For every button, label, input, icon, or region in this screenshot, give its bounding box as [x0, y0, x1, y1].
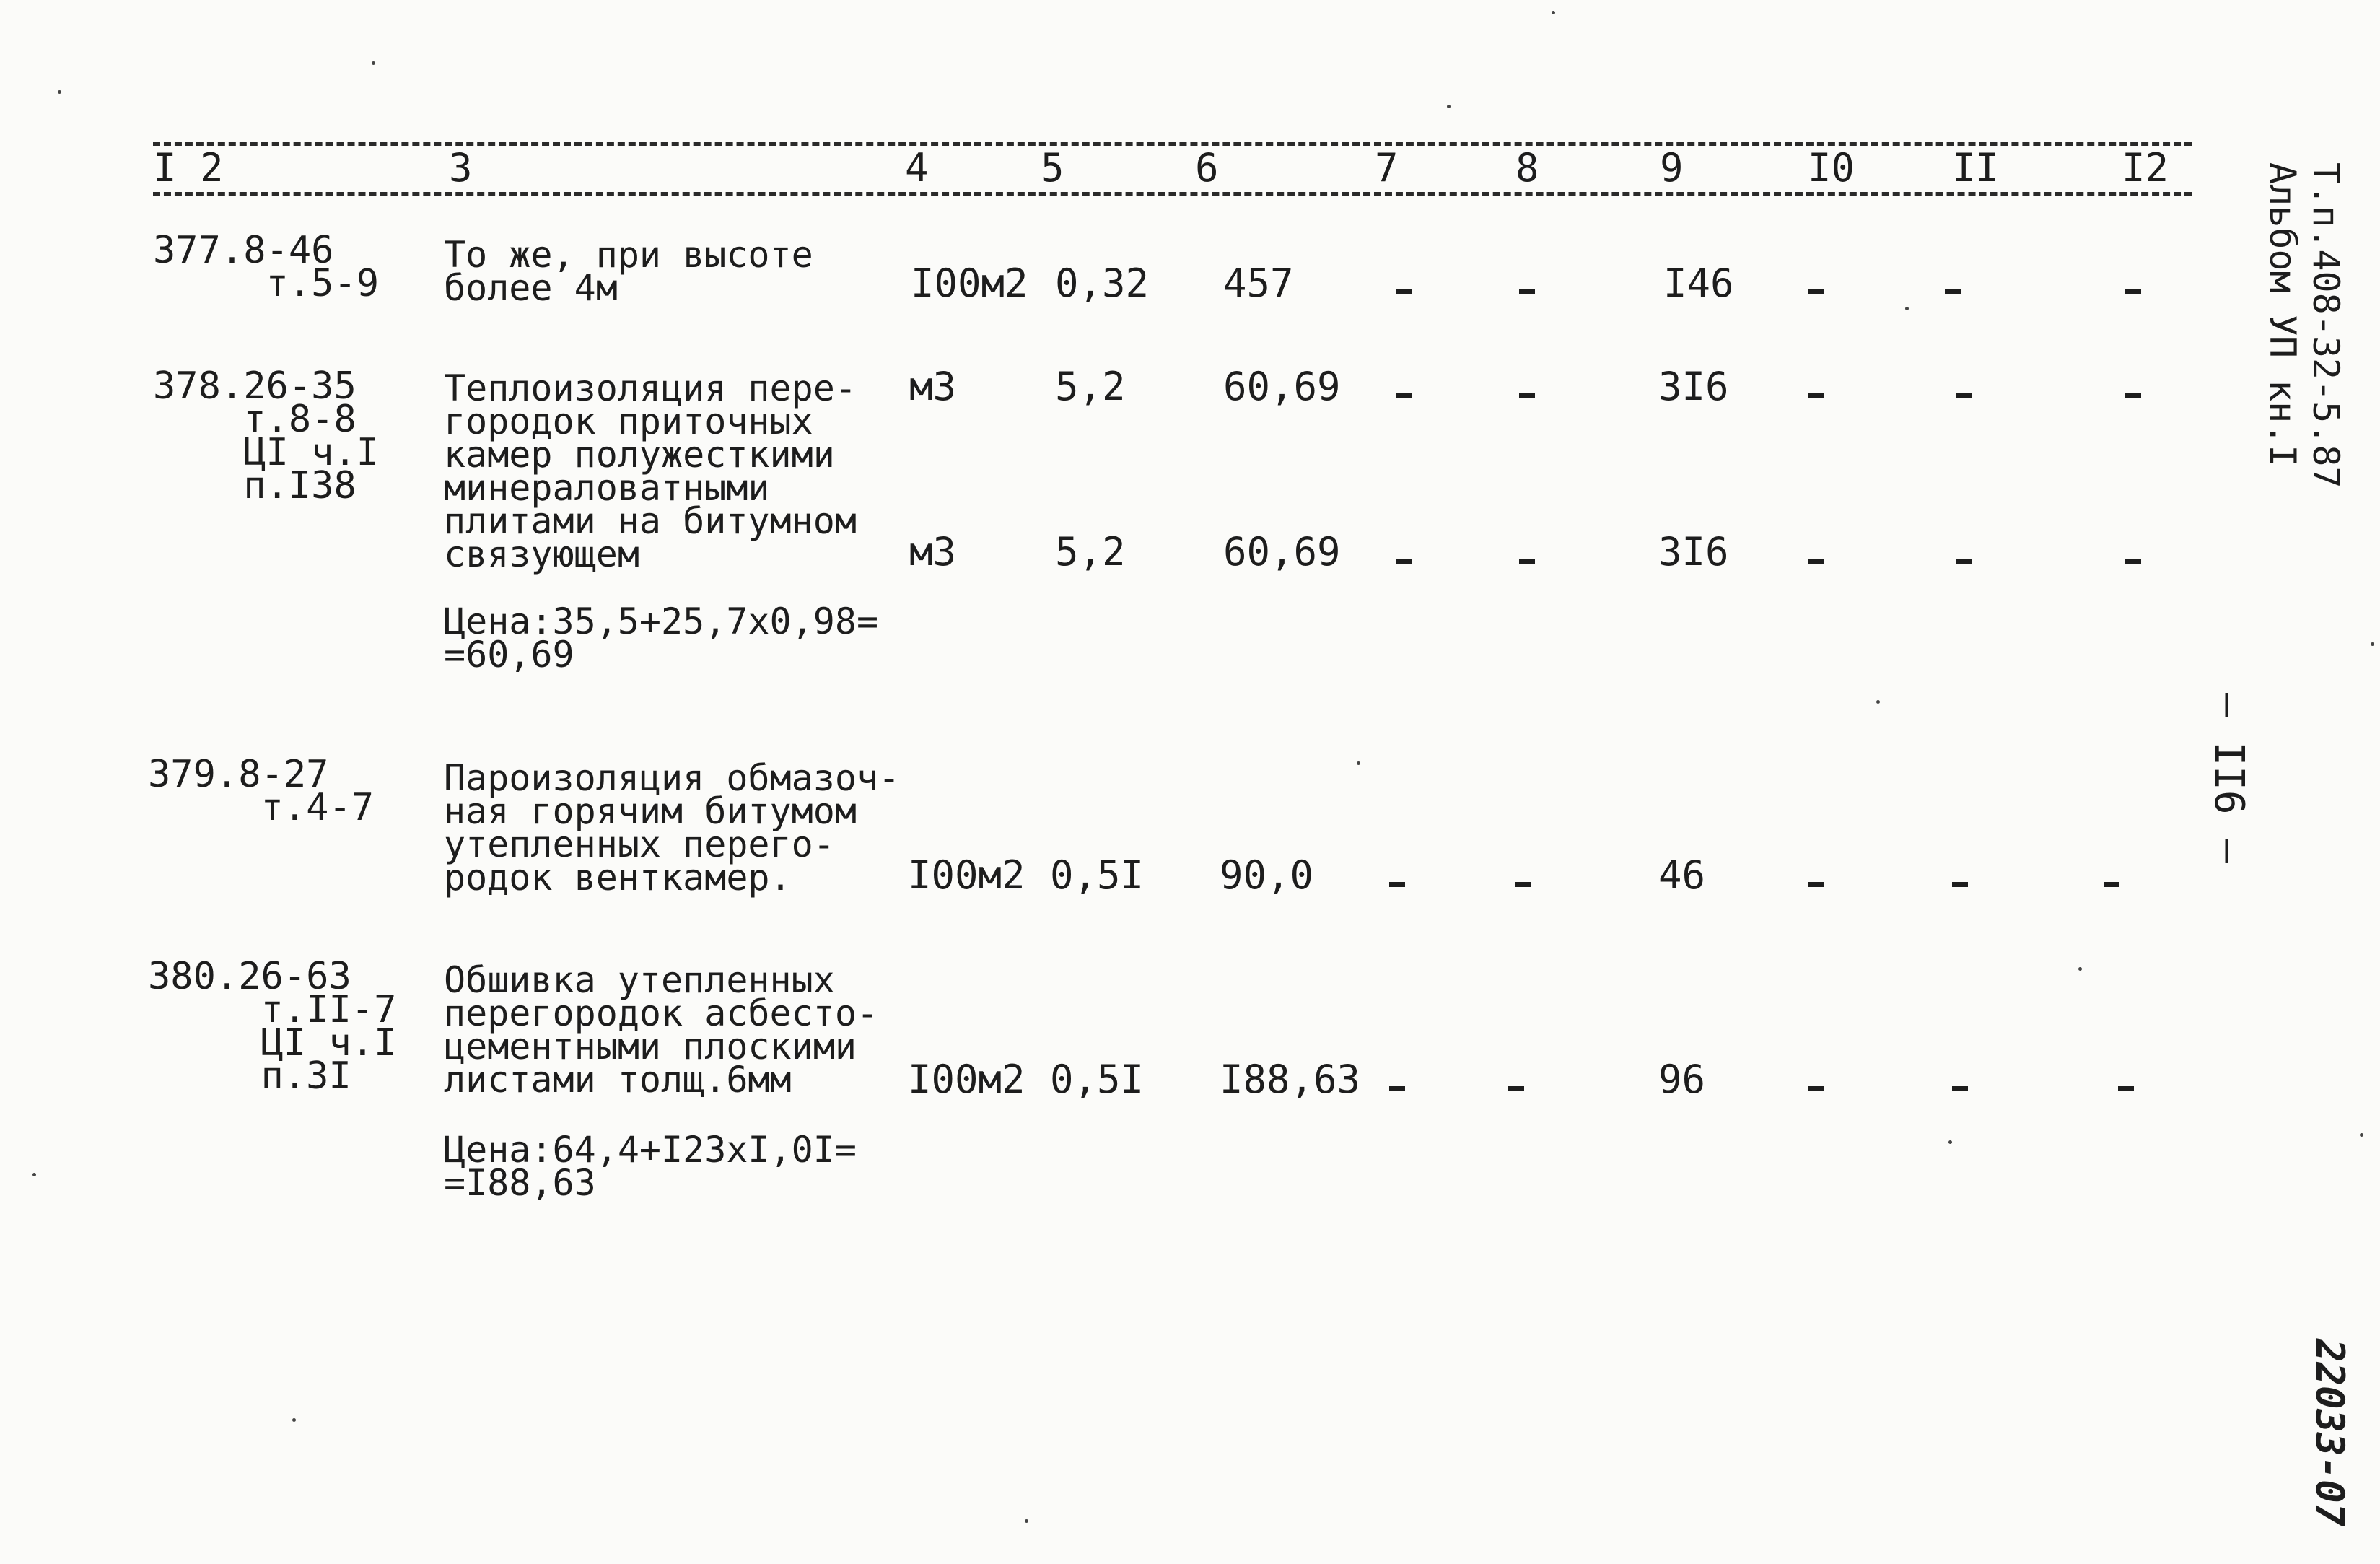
row-378-col11-dash	[1956, 393, 1972, 398]
row-380-code: 380.26-63 т.II-7 ЦI ч.I п.3I	[148, 955, 397, 1098]
col-header-8: 8	[1515, 145, 1539, 191]
row-380-unit: I00м2	[908, 1057, 1025, 1102]
col-header-1-2: I 2	[153, 145, 224, 191]
scan-speck	[1357, 761, 1360, 765]
row-378-price-note: Цена:35,5+25,7х0,98= =60,69	[444, 600, 879, 676]
row-379-price: 90,0	[1220, 852, 1314, 898]
row-378-col12-dash	[2125, 393, 2141, 398]
row-380-col9: 96	[1658, 1057, 1706, 1102]
row-380-col12-dash	[2118, 1086, 2134, 1091]
row-377-quantity: 0,32	[1055, 261, 1150, 306]
row-377-col7-dash	[1396, 289, 1412, 294]
row-378-description: Теплоизоляция пере- городок приточных камер полужесткими минераловатными плитами на битумном связующем	[444, 367, 857, 575]
row-378-col9: 3I6	[1658, 364, 1729, 409]
row-380-price-note: Цена:64,4+I23хI,0I= =I88,63	[444, 1129, 857, 1204]
row-379-description: Пароизоляция обмазоч- ная горячим битумом утепленных перего- родок венткамер.	[444, 757, 901, 899]
col-header-3: 3	[449, 145, 473, 191]
col-header-6: 6	[1195, 145, 1219, 191]
margin-stamp: 22033-07	[2307, 1339, 2353, 1527]
row-378-unit-total: м3	[909, 529, 957, 575]
margin-doc-code: Т.п.408-32-5.87	[2305, 162, 2347, 489]
row-377-col11-dash	[1945, 289, 1961, 294]
scan-speck	[1025, 1519, 1028, 1523]
row-379-col9: 46	[1658, 852, 1706, 898]
col-header-5: 5	[1041, 145, 1064, 191]
col-header-11: II	[1952, 145, 2000, 191]
margin-page-number: — II6 —	[2205, 693, 2252, 864]
scan-speck	[2371, 642, 2374, 646]
scan-speck	[372, 61, 375, 65]
scan-speck	[2078, 967, 2082, 971]
scan-speck	[1905, 307, 1909, 310]
col-header-9: 9	[1660, 145, 1684, 191]
row-378-quantity-total: 5,2	[1055, 529, 1126, 575]
row-379-quantity: 0,5I	[1050, 852, 1145, 898]
row-378-price-total: 60,69	[1223, 529, 1341, 575]
row-378-unit: м3	[909, 364, 957, 409]
row-380-col8-dash	[1508, 1086, 1524, 1091]
row-378-total-col7-dash	[1396, 559, 1412, 564]
scan-speck	[58, 90, 61, 94]
row-377-col10-dash	[1808, 289, 1824, 294]
row-377-col9: I46	[1663, 261, 1734, 306]
row-379-col7-dash	[1389, 882, 1405, 887]
row-378-col10-dash	[1808, 393, 1824, 398]
row-379-unit: I00м2	[908, 852, 1025, 898]
scan-speck	[1447, 105, 1451, 108]
row-377-code: 377.8-46 т.5-9	[153, 229, 380, 305]
row-379-col8-dash	[1515, 882, 1531, 887]
scan-speck	[2360, 1133, 2363, 1137]
row-378-col8-dash	[1519, 393, 1535, 398]
row-379-col10-dash	[1808, 882, 1824, 887]
row-380-col11-dash	[1952, 1086, 1968, 1091]
row-380-quantity: 0,5I	[1050, 1057, 1145, 1102]
row-380-col10-dash	[1808, 1086, 1824, 1091]
row-379-col11-dash	[1952, 882, 1968, 887]
row-380-col7-dash	[1389, 1086, 1405, 1091]
col-header-10: I0	[1808, 145, 1855, 191]
row-377-unit: I00м2	[911, 261, 1028, 306]
row-378-col7-dash	[1396, 393, 1412, 398]
row-377-col12-dash	[2125, 289, 2141, 294]
row-379-code: 379.8-27 т.4-7	[148, 753, 375, 829]
col-header-12: I2	[2122, 145, 2169, 191]
scan-speck	[1552, 11, 1555, 14]
row-377-price: 457	[1223, 261, 1294, 306]
row-380-description: Обшивка утепленных перегородок асбесто- цементными плоскими листами толщ.6мм	[444, 959, 879, 1101]
margin-album: Альбом УП кн.I	[2262, 162, 2304, 467]
row-377-description: То же, при высоте более 4м	[444, 234, 813, 309]
row-378-code: 378.26-35 т.8-8 ЦI ч.I п.I38	[153, 364, 380, 507]
col-header-7: 7	[1375, 145, 1399, 191]
row-378-total-col8-dash	[1519, 559, 1535, 564]
scan-speck	[32, 1173, 36, 1176]
row-378-total-col11-dash	[1956, 559, 1972, 564]
col-header-4: 4	[905, 145, 929, 191]
row-380-price: I88,63	[1220, 1057, 1361, 1102]
scan-speck	[1948, 1140, 1952, 1144]
row-379-col12-dash	[2104, 882, 2119, 887]
header-bottom-rule	[153, 192, 2192, 196]
row-378-total-col12-dash	[2125, 559, 2141, 564]
scan-speck	[1876, 700, 1880, 704]
row-377-col8-dash	[1519, 289, 1535, 294]
scan-speck	[292, 1418, 296, 1422]
row-378-total-col10-dash	[1808, 559, 1824, 564]
row-378-quantity: 5,2	[1055, 364, 1126, 409]
row-378-col9-total: 3I6	[1658, 529, 1729, 575]
row-378-price: 60,69	[1223, 364, 1341, 409]
